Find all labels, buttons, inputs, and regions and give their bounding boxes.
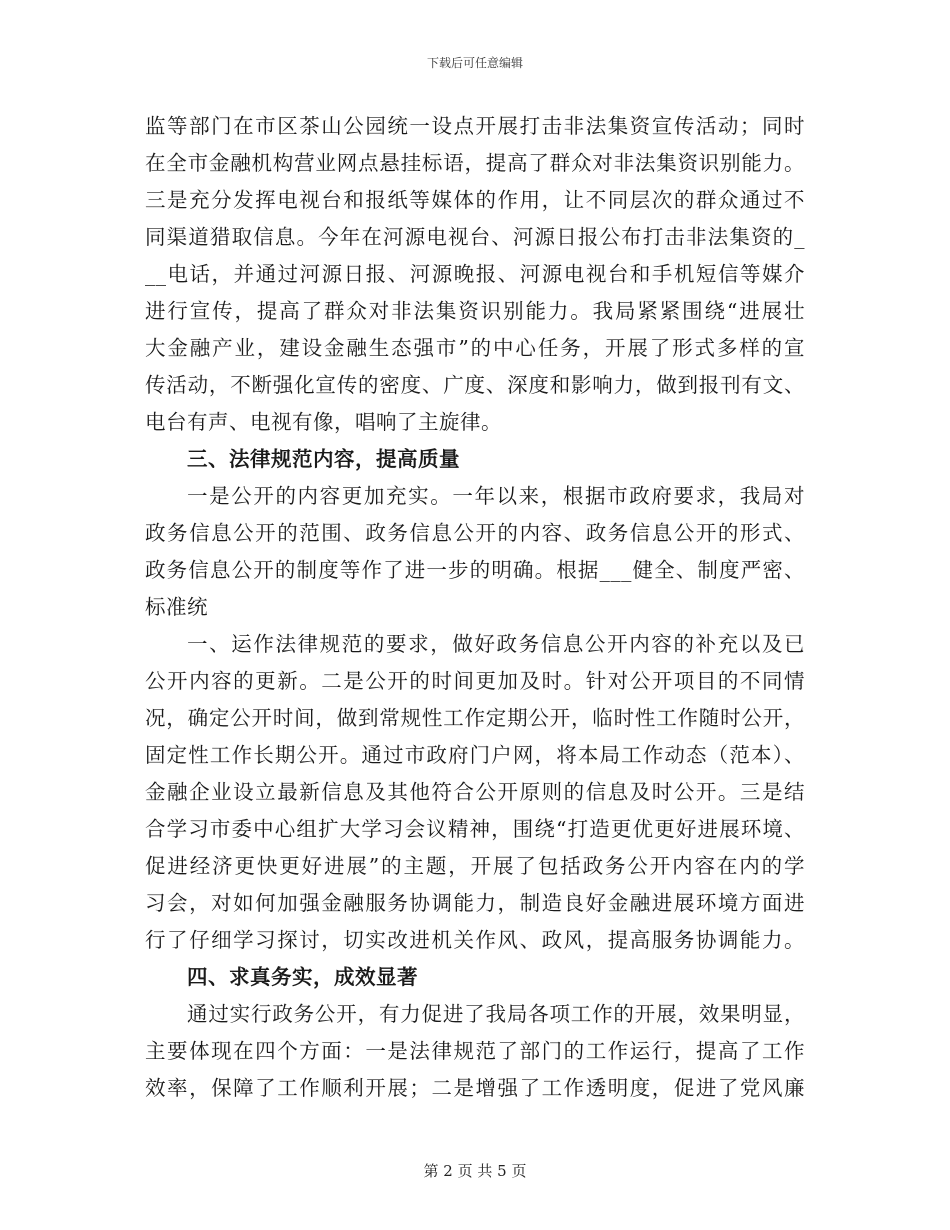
paragraph-line: 通过实行政务公开，有力促进了我局各项工作的开展，效果明显，	[187, 1002, 805, 1026]
paragraph-line: 习会，对如何加强金融服务协调能力，制造良好金融进展环境方面进	[145, 891, 805, 915]
paragraph-line: 政务信息公开的制度等作了进一步的明确。根据___健全、制度严密、	[145, 558, 805, 582]
paragraph-line: 一、运作法律规范的要求，做好政务信息公开内容的补充以及已	[187, 632, 805, 656]
paragraph-line: 金融企业设立最新信息及其他符合公开原则的信息及时公开。三是结	[145, 780, 805, 804]
paragraph-line: 合学习市委中心组扩大学习会议精神，围绕“打造更优更好进展环境、	[145, 817, 805, 841]
paragraph-line: 电台有声、电视有像，唱响了主旋律。	[145, 410, 502, 434]
paragraph-line: 况，确定公开时间，做到常规性工作定期公开，临时性工作随时公开，	[145, 706, 805, 730]
paragraph-line: __电话，并通过河源日报、河源晚报、河源电视台和手机短信等媒介	[145, 262, 805, 286]
paragraph-line: 传活动，不断强化宣传的密度、广度、深度和影响力，做到报刊有文、	[145, 373, 805, 397]
paragraph-line: 进行宣传，提高了群众对非法集资识别能力。我局紧紧围绕“进展壮	[145, 299, 805, 323]
paragraph-line: 公开内容的更新。二是公开的时间更加及时。针对公开项目的不同情	[145, 669, 805, 693]
paragraph-line: 行了仔细学习探讨，切实改进机关作风、政风，提高服务协调能力。	[145, 928, 805, 952]
paragraph-line: 在全市金融机构营业网点悬挂标语，提高了群众对非法集资识别能力。	[145, 151, 805, 175]
paragraph-line: 促进经济更快更好进展”的主题，开展了包括政务公开内容在内的学	[145, 854, 805, 878]
paragraph-line: 政务信息公开的范围、政务信息公开的内容、政务信息公开的形式、	[145, 521, 805, 545]
paragraph-line: 固定性工作长期公开。通过市政府门户网，将本局工作动态（范本）、	[145, 743, 805, 767]
paragraph-line: 标准统	[145, 595, 208, 619]
page-number: 第 2 页 共 5 页	[423, 1162, 527, 1180]
page-header: 下载后可任意编辑	[426, 56, 523, 70]
paragraph-line: 同渠道猎取信息。今年在河源电视台、河源日报公布打击非法集资的_	[145, 225, 805, 249]
paragraph-line: 一是公开的内容更加充实。一年以来，根据市政府要求，我局对	[187, 484, 805, 508]
document-body	[145, 108, 805, 1107]
section-heading: 三、法律规范内容，提高质量	[187, 447, 460, 471]
paragraph-line: 三是充分发挥电视台和报纸等媒体的作用，让不同层次的群众通过不	[145, 188, 805, 212]
paragraph-line: 监等部门在市区茶山公园统一设点开展打击非法集资宣传活动；同时	[145, 114, 805, 138]
paragraph-line: 效率，保障了工作顺利开展；二是增强了工作透明度，促进了党风廉	[145, 1076, 805, 1100]
section-heading: 四、求真务实，成效显著	[187, 965, 418, 989]
paragraph-line: 主要体现在四个方面：一是法律规范了部门的工作运行，提高了工作	[145, 1039, 805, 1063]
paragraph-line: 大金融产业，建设金融生态强市”的中心任务，开展了形式多样的宣	[145, 336, 805, 360]
